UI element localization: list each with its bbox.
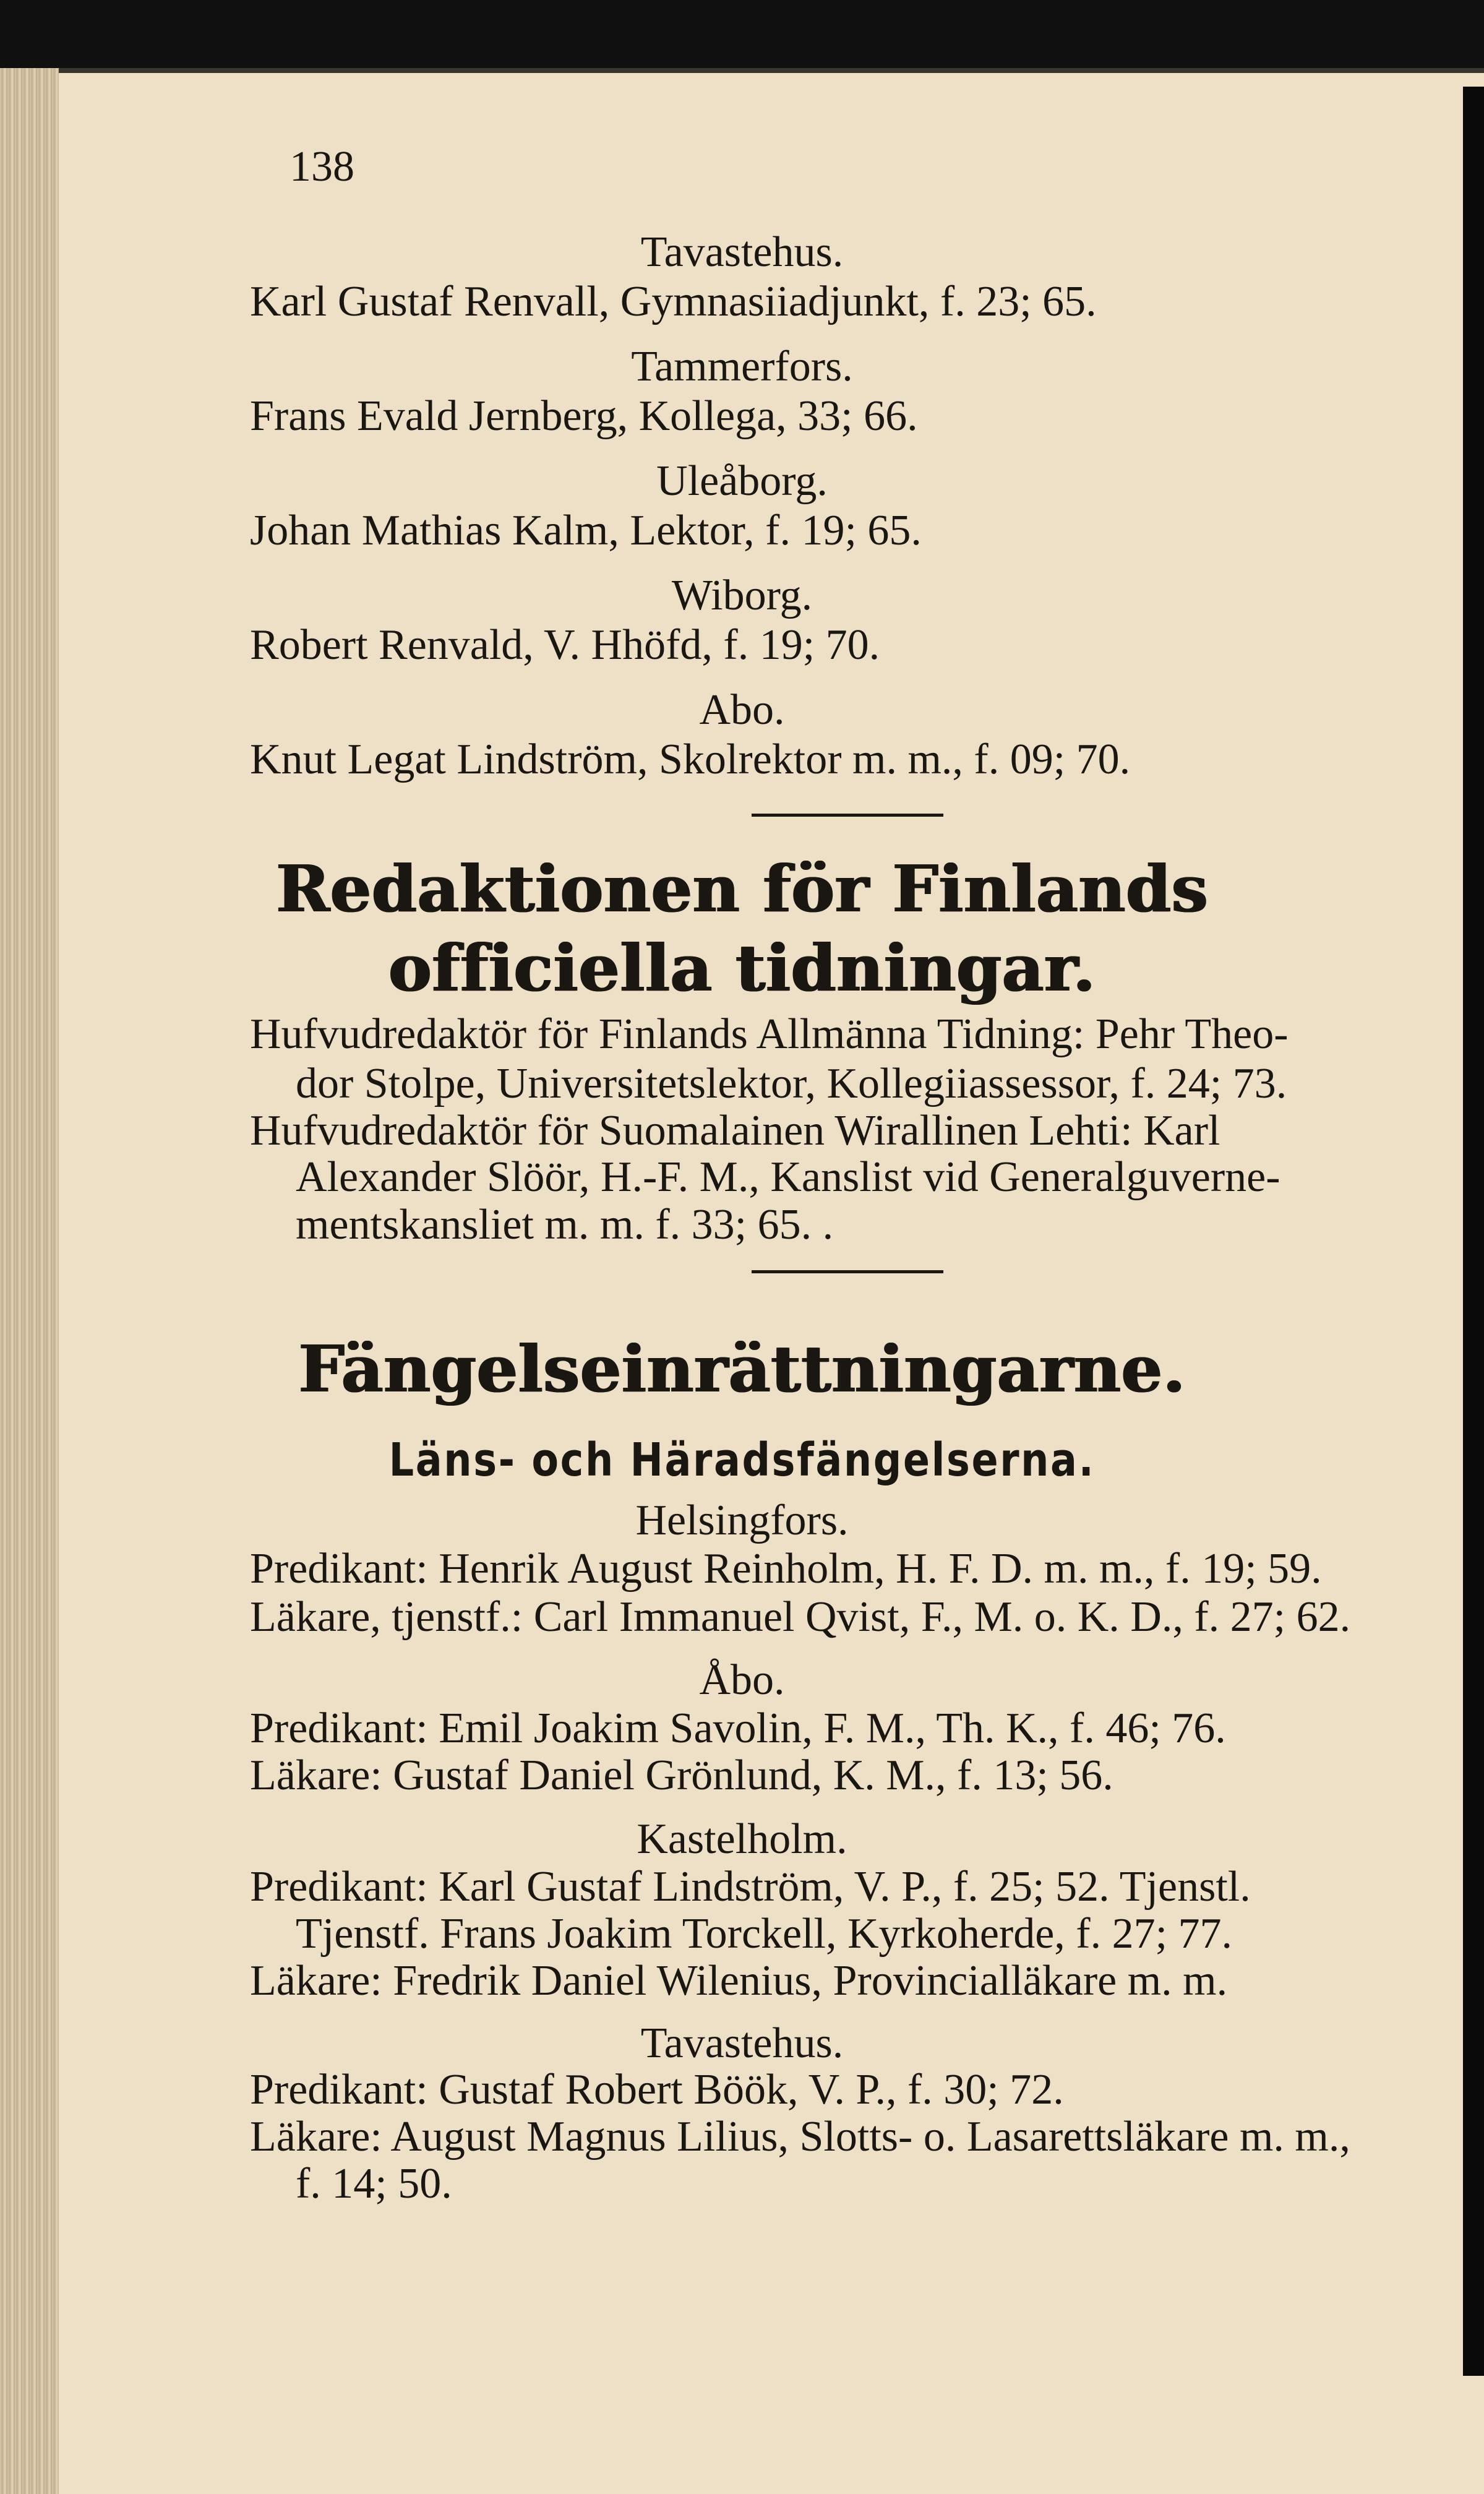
city-heading: Åbo. <box>699 1656 785 1704</box>
entry-line: Läkare: August Magnus Lilius, Slotts- o. Lasarettsläkare m. m., <box>250 2113 1350 2161</box>
section-heading: officiella tidningar. <box>388 930 1096 1006</box>
city-heading: Abo. <box>699 686 785 734</box>
city-heading: Kastelholm. <box>637 1815 847 1863</box>
section-divider <box>752 814 943 817</box>
entry-line: f. 14; 50. <box>296 2160 452 2208</box>
city-heading: Tavastehus. <box>640 228 844 276</box>
section-heading: Fängelseinrättningarne. <box>298 1331 1186 1407</box>
entry-line: Predikant: Henrik August Reinholm, H. F. D. m. m., f. 19; 59. <box>250 1545 1322 1593</box>
entry-line: Johan Mathias Kalm, Lektor, f. 19; 65. <box>250 507 922 554</box>
page-number: 138 <box>290 143 354 191</box>
paragraph-line: mentskansliet m. m. f. 33; 65. . <box>296 1201 834 1249</box>
section-divider <box>752 1270 943 1273</box>
entry-line: Läkare: Fredrik Daniel Wilenius, Provincialläkare m. m. <box>250 1957 1228 2005</box>
city-heading: Wiborg. <box>671 572 813 619</box>
book-page-edges <box>0 68 59 2494</box>
paragraph-line: Hufvudredaktör för Finlands Allmänna Tidning: Pehr Theo- <box>250 1010 1289 1058</box>
entry-line: Tjenstf. Frans Joakim Torckell, Kyrkoherde, f. 27; 77. <box>296 1910 1233 1958</box>
paragraph-line: dor Stolpe, Universitetslektor, Kollegiiassessor, f. 24; 73. <box>296 1060 1287 1107</box>
entry-line: Knut Legat Lindström, Skolrektor m. m., f. 09; 70. <box>250 736 1131 783</box>
city-heading: Uleåborg. <box>656 457 828 505</box>
city-heading: Tammerfors. <box>631 343 853 390</box>
entry-line: Läkare: Gustaf Daniel Grönlund, K. M., f. 13; 56. <box>250 1752 1113 1799</box>
entry-line: Karl Gustaf Renvall, Gymnasiiadjunkt, f. 23; 65. <box>250 278 1097 325</box>
entry-line: Robert Renvald, V. Hhöfd, f. 19; 70. <box>250 621 880 669</box>
section-heading: Redaktionen för Finlands <box>275 851 1209 927</box>
entry-line: Frans Evald Jernberg, Kollega, 33; 66. <box>250 392 918 440</box>
entry-line: Predikant: Karl Gustaf Lindström, V. P., f. 25; 52. Tjenstl. <box>250 1863 1251 1911</box>
entry-line: Läkare, tjenstf.: Carl Immanuel Qvist, F., M. o. K. D., f. 27; 62. <box>250 1593 1351 1641</box>
city-heading: Tavastehus. <box>640 2019 844 2067</box>
paragraph-line: Alexander Slöör, H.-F. M., Kanslist vid Generalguverne- <box>296 1153 1280 1201</box>
paragraph-line: Hufvudredaktör för Suomalainen Wirallinen Lehti: Karl <box>250 1107 1220 1155</box>
entry-line: Predikant: Emil Joakim Savolin, F. M., Th. K., f. 46; 76. <box>250 1705 1226 1752</box>
entry-line: Predikant: Gustaf Robert Böök, V. P., f. 30; 72. <box>250 2066 1064 2113</box>
city-heading: Helsingfors. <box>635 1497 849 1544</box>
section-subheading: Läns- och Häradsfängelserna. <box>388 1434 1096 1487</box>
